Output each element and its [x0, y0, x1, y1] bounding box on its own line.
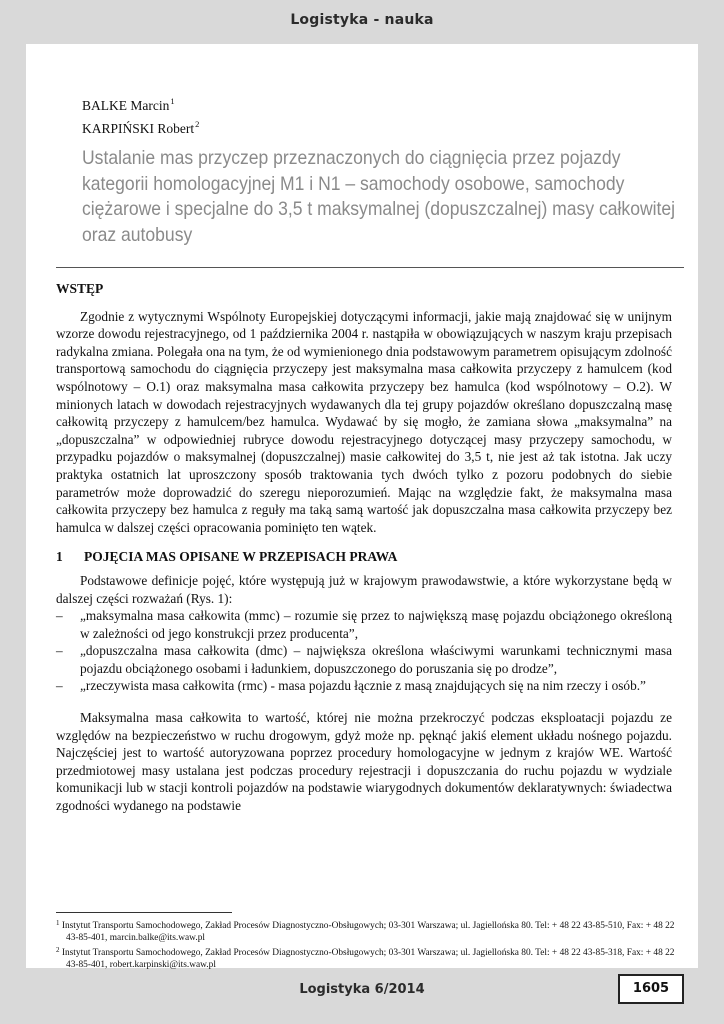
section-1-paragraph: Maksymalna masa całkowita to wartość, której nie można przekroczyć podczas eksploatacji pojazdu ze względów na bezpieczeństwo w ruchu drogowym, gdyż może np. pęknąć jakiś element układu nośnego pojazdu. Najczęściej jest to wartość autoryzowana poprzez procedury homologacyjne w jednym z krajów WE. Wartość przedmiotowej masy ustalana jest podczas procedury rejestracji i dopuszczania do ruchu pojazdu w wydziale komunikacji lub w stacji kontroli pojazdów na podstawie wiarygodnych dokumentów deklaratywnych: świadectwa zgodności wydanego na podstawie	[56, 710, 672, 814]
definition-list	[56, 607, 672, 695]
definition-mmc: – „maksymalna masa całkowita (mmc) – rozumie się przez to największą masę pojazdu obciążonego określoną w zależności od jego konstrukcji przez producenta”,	[56, 607, 672, 642]
title-divider	[56, 267, 684, 268]
paragraph-gap	[56, 695, 672, 709]
author-2-footnote-mark: 2	[195, 119, 200, 129]
intro-paragraph: Zgodnie z wytycznymi Wspólnoty Europejskiej dotyczącymi informacji, jakie mają znajdować się w unijnym wzorze dowodu rejestracyjnego, od 1 października 2004 r. nastąpiła w obowiązujących w naszym kraju przepisach radykalna zmiana. Polegała ona na tym, że od wymienionego dnia podstawowym parametrem opisującym zdolność transportową samochodu do ciągnięcia przyczepy jest maksymalna masa całkowita przyczepy z hamulcem (kod wspólnotowy – O.1) oraz maksymalna masa całkowita przyczepy bez hamulca (kod wspólnotowy – O.2). W minionych latach w dowodach rejestracyjnych wydawanych dla tej grupy pojazdów określano dopuszczalną masę całkowitą przyczepy z hamulcem/bez hamulca. Wydawać by się mogło, że zamiana słowa „maksymalna” na „dopuszczalna” w odpowiedniej rubryce dowodu rejestracyjnego dotyczącej masy przyczepy samochodu, w przypadku pojazdów o maksymalnej (dopuszczalnej) masie całkowitej do 3,5 t, nie jest aż tak istotna. Jak uczy praktyka ostatnich lat uproszczony sposób traktowania tych dwóch tylko z pozoru podobnych do siebie parametrów może doprowadzić do szeregu nieporozumień. Mając na względzie fakt, że maksymalna masa całkowita przyczepy bez hamulca z reguły ma taką samą wartość jak dopuszczalna masa całkowita przyczepy bez hamulca w dalszej części opracowania pominięto ten wątek.	[56, 308, 672, 535]
footnote-2: $^2$ Instytut Transportu Samochodowego, Zakład Procesów Diagnostyczno-Obsługowych; 03-301 Warszawa; ul. Jagiellońska 80. Tel: + 48 22 43-85-318, Fax: + 48 22 43-85-401, robert.karpinski@its.waw.pl	[56, 946, 675, 970]
running-title: Logistyka - nauka	[290, 12, 434, 28]
section-1-lead: Podstawowe definicje pojęć, które występują już w krajowym prawodawstwie, a które wykorzystane będą w dalszej części rozważań (Rys. 1):	[56, 572, 672, 606]
article-title: Ustalanie mas przyczep przeznaczonych do ciągnięcia przez pojazdy kategorii homologacyjnej M1 i N1 – samochody osobowe, samochody ciężarowe i specjalne do 3,5 t maksymalnej (dopuszczalnej) masy całkowitej oraz autobusy	[82, 147, 676, 246]
author-list	[82, 92, 199, 138]
intro-heading: WSTĘP	[56, 281, 104, 296]
section-1-heading	[56, 548, 672, 566]
running-header	[0, 0, 724, 44]
article-body	[56, 280, 672, 815]
author-1: BALKE Marcin$^1$	[82, 96, 175, 113]
article-page	[26, 44, 698, 968]
author-1-footnote-mark: 1	[170, 96, 175, 106]
author-2: KARPIŃSKI Robert$^2$	[82, 119, 200, 136]
section-1-title: POJĘCIA MAS OPISANE W PRZEPISACH PRAWA	[84, 549, 398, 565]
page-number: 1605	[618, 974, 684, 1004]
section-1-number: 1	[56, 549, 63, 565]
definition-dmc: – „dopuszczalna masa całkowita (dmc) – największa określona właściwymi warunkami technicznymi masa pojazdu obciążonego osobami i ładunkiem, dopuszczonego do poruszania się po drodze”,	[56, 642, 672, 677]
footnote-divider	[56, 912, 232, 913]
footnotes	[56, 917, 686, 971]
definition-rmc: – „rzeczywista masa całkowita (rmc) - masa pojazdu łącznie z masą znajdujących się na nim rzeczy i osób.”	[56, 677, 672, 695]
journal-issue: Logistyka 6/2014	[299, 982, 425, 997]
footnote-1: $^1$ Instytut Transportu Samochodowego, Zakład Procesów Diagnostyczno-Obsługowych; 03-301 Warszawa; ul. Jagiellońska 80. Tel: + 48 22 43-85-510, Fax: + 48 22 43-85-401, marcin.balke@its.waw.pl	[56, 919, 675, 943]
